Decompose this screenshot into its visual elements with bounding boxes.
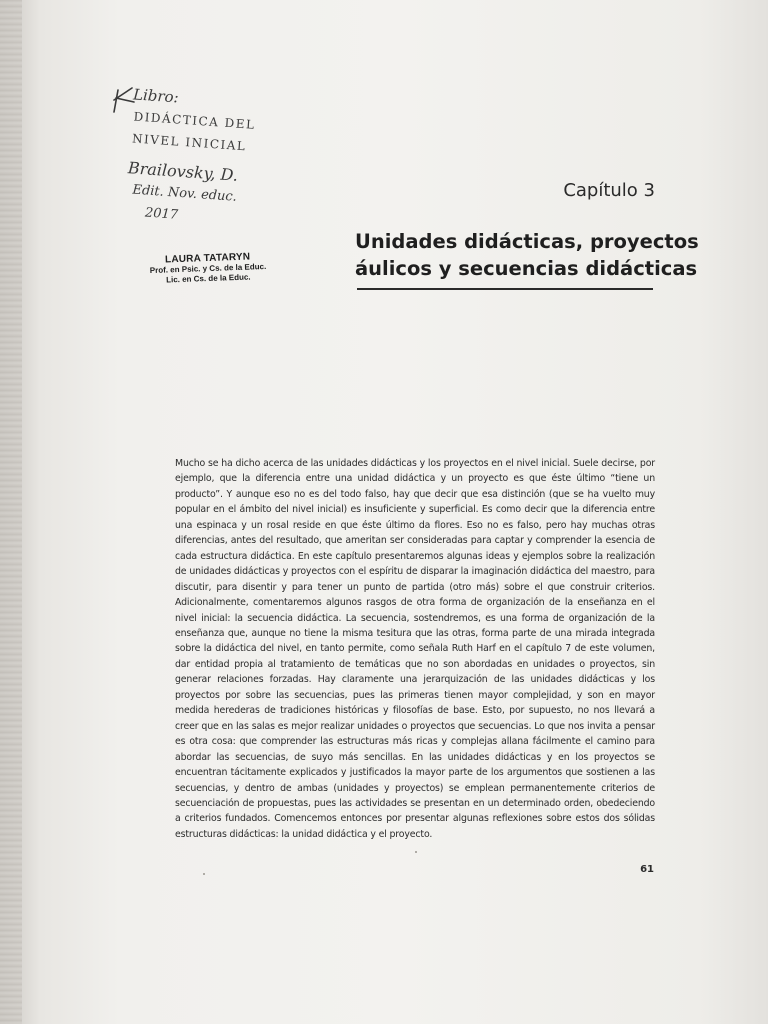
title-underline bbox=[357, 288, 653, 290]
binding-shadow bbox=[0, 0, 22, 1024]
scan-speck bbox=[415, 851, 417, 853]
handwritten-line: DIDÁCTICA DEL bbox=[133, 109, 256, 132]
handwritten-line: 2017 bbox=[144, 205, 179, 223]
handwritten-line: Brailovsky, D. bbox=[127, 158, 239, 185]
owner-stamp bbox=[138, 251, 279, 287]
scan-speck bbox=[203, 873, 205, 875]
stamp-line: Lic. en Cs. de la Educ. bbox=[165, 272, 251, 285]
handwritten-note bbox=[104, 82, 313, 236]
chapter-title-line: áulicos y secuencias didácticas bbox=[355, 257, 698, 280]
stamp-line: Prof. en Psic. y Cs. de la Educ. bbox=[149, 261, 267, 276]
handwritten-line: NIVEL INICIAL bbox=[131, 131, 247, 154]
chapter-title-line: Unidades didácticas, proyectos bbox=[355, 230, 699, 253]
chapter-label: Capítulo 3 bbox=[563, 180, 655, 201]
handwritten-line: Libro: bbox=[132, 85, 180, 107]
chapter-title bbox=[355, 228, 699, 282]
handwritten-line: Edit. Nov. educ. bbox=[131, 182, 238, 205]
stamp-name: LAURA TATARYN bbox=[164, 251, 251, 266]
page-number: 61 bbox=[640, 864, 654, 875]
body-paragraph: Mucho se ha dicho acerca de las unidades didácticas y los proyectos en el nivel inicial. Suele decirse, por ejemplo, que la diferencia entre una unidad didáctica y un proyecto es que éste último “tiene un producto”. Y aunque eso no es del todo falso, hay que decir que esa distinción (que se ha vuelto muy popular en el ámbito del nivel inicial) es insuficiente y superficial. Es como decir que la diferencia entre una espinaca y un rosal reside en que éste último da flores. Eso no es falso, pero hay muchas otras diferencias, antes del resultado, que ameritan ser consideradas para captar y comprender la esencia de cada estructura didáctica. En este capítulo presentaremos algunas ideas y ejemplos sobre la realización de unidades didácticas y proyectos con el espíritu de disparar la imaginación didáctica del maestro, para discutir, para disentir y para tener un punto de partida (otro más) sobre el que construir criterios. Adicionalmente, comentaremos algunos rasgos de otra forma de organización de la enseñanza en el nivel inicial: la secuencia didáctica. La secuencia, sostendremos, es una forma de organización de la enseñanza que, aunque no tiene la misma tesitura que las otras, forma parte de una mirada integrada sobre la didáctica del nivel, en tanto permite, como señala Ruth Harf en el capítulo 7 de este volumen, dar entidad propia al tratamiento de temáticas que no son abordadas en unidades o proyectos, sin generar relaciones forzadas. Hay claramente una jerarquización de las unidades didácticas y los proyectos por sobre las secuencias, pues las primeras tienen mayor complejidad, y son en mayor medida herederas de tradiciones históricas y filosofías de base. Esto, por supuesto, no nos llevará a creer que en las salas es mejor realizar unidades o proyectos que secuencias. Lo que nos invita a pensar es otra cosa: que comprender las estructuras más ricas y complejas allana fácilmente el camino para abordar las secuencias, de suyo más sencillas. En las unidades didácticas y en los proyectos se encuentran tácitamente explicados y justificados la mayor parte de los argumentos que sostienen a las secuencias, y dentro de ambas (unidades y proyectos) se emplean permanentemente criterios de secuenciación de propuestas, pues las actividades se presentan en un determinado orden, obedeciendo a criterios fundados. Comencemos entonces por presentar algunas reflexiones sobre estos dos sólidas estructuras didácticas: la unidad didáctica y el proyecto. bbox=[175, 458, 655, 840]
